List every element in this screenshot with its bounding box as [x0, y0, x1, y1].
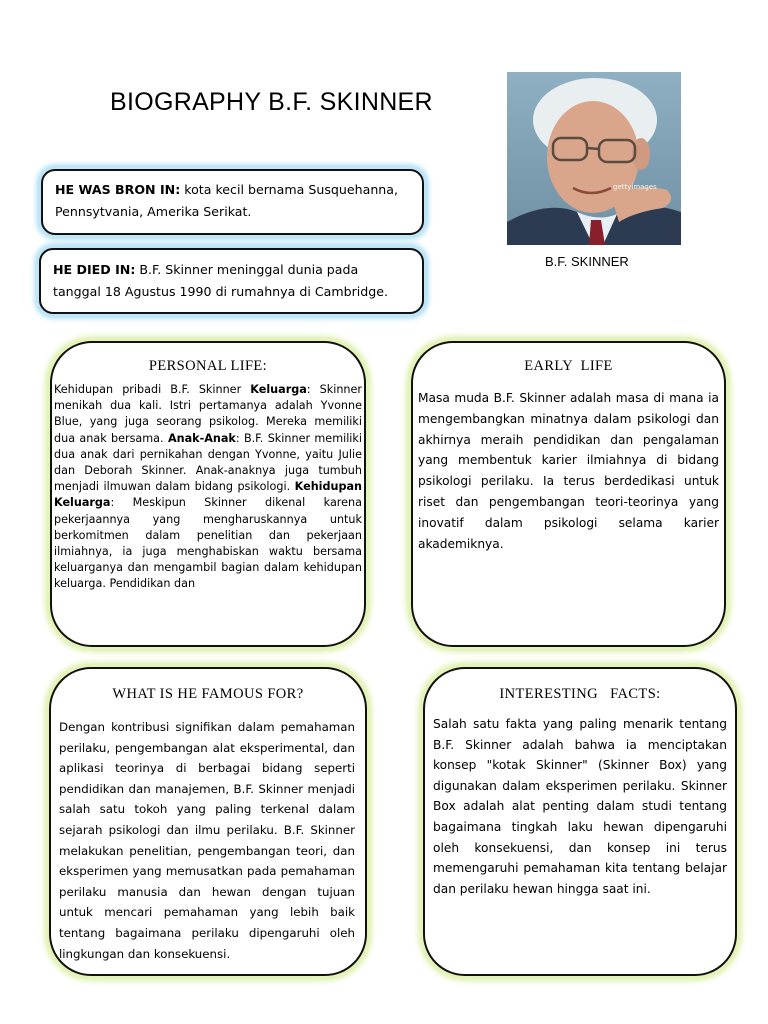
died-label: HE DIED IN:	[53, 262, 136, 277]
interesting-facts-text: Salah satu fakta yang paling menarik tentang B.F. Skinner adalah bahwa ia menciptakan konsep "kotak Skinner" (Skinner Box) yang digunakan dalam eksperimen perilaku. Skinner Box adalah alat penting dalam studi tentang bagaimana tingkah laku hewan dipengaruhi oleh konsekuensi, dan konsep ini terus memengaruhi pemahaman kita tentang belajar dan perilaku hewan hingga saat ini.	[433, 717, 727, 896]
early-life-card	[411, 341, 726, 647]
personal-life-title: PERSONAL LIFE:	[148, 358, 268, 374]
anak-anak-label: Anak-Anak	[167, 431, 236, 445]
photo-watermark: gettyimages	[613, 183, 657, 191]
famous-for-title: WHAT IS HE FAMOUS FOR?	[112, 686, 304, 702]
personal-life-text: Kehidupan pribadi B.F. Skinner Keluarga: Skinner menikah dua kali. Istri pertamanya adalah Yvonne Blue, yang juga seorang psikolog. Mereka memiliki dua anak bersama. Anak-Anak: B.F. Skinner memiliki dua anak dari pernikahan dengan Yvonne, yaitu Julie dan Deborah Skinner. Anak-anaknya juga tumbuh menjadi ilmuwan dalam bidang psikologi. Kehidupan Keluarga: Meskipun Skinner dikenal karena pekerjaannya yang mengharuskannya untuk berkomitmen dalam penelitian dan pekerjaan ilmiahnya, ia juga menghabiskan waktu bersama keluarganya dan mengambil bagian dalam kehidupan keluarga. Pendidikan dan	[54, 383, 362, 591]
interesting-facts-card	[423, 667, 737, 976]
born-label: HE WAS BRON IN:	[55, 182, 181, 197]
famous-for-text: Dengan kontribusi signifikan dalam pemahaman perilaku, pengembangan alat eksperimental, dan aplikasi teorinya di berbagai bidang seperti pendidikan dan manajemen, B.F. Skinner menjadi salah satu tokoh yang paling terkenal dalam sejarah psikologi dan ilmu perilaku. B.F. Skinner melakukan penelitian, pengembangan teori, dan eksperimen yang memusatkan pada pemahaman perilaku manusia dan hewan dengan tujuan untuk mencari pemahaman yang lebih baik tentang bagaimana perilaku dipengaruhi oleh lingkungan dan konsekuensi.	[59, 720, 355, 961]
keluarga-label: Keluarga	[250, 383, 307, 396]
skinner-portrait-photo	[507, 72, 681, 245]
early-life-title: EARLY LIFE	[524, 358, 613, 374]
interesting-facts-title: INTERESTING FACTS:	[499, 686, 661, 702]
page-title: BIOGRAPHY B.F. SKINNER	[110, 88, 433, 116]
personal-life-card	[50, 341, 366, 647]
early-life-text: Masa muda B.F. Skinner adalah masa di mana ia mengembangkan minatnya dalam psikologi dan akhirnya meraih pendidikan dan pengalaman yang membentuk karier ilmiahnya di bidang psikologi perilaku. Ia terus berdedikasi untuk riset dan pengembangan teori-teorinya yang inovatif dalam psikologi selama karier akademiknya.	[418, 391, 719, 551]
born-info-box	[41, 169, 424, 235]
kehidupan-keluarga-label: Kehidupan Keluarga	[54, 480, 362, 510]
died-info-box	[39, 248, 424, 314]
famous-for-card	[49, 667, 367, 976]
born-text: kota kecil bernama Susquehanna, Pennsytvania, Amerika Serikat.	[55, 182, 399, 219]
photo-caption: B.F. SKINNER	[545, 254, 629, 269]
died-text: B.F. Skinner meninggal dunia pada tanggal 18 Agustus 1990 di rumahnya di Cambridge.	[53, 262, 389, 299]
